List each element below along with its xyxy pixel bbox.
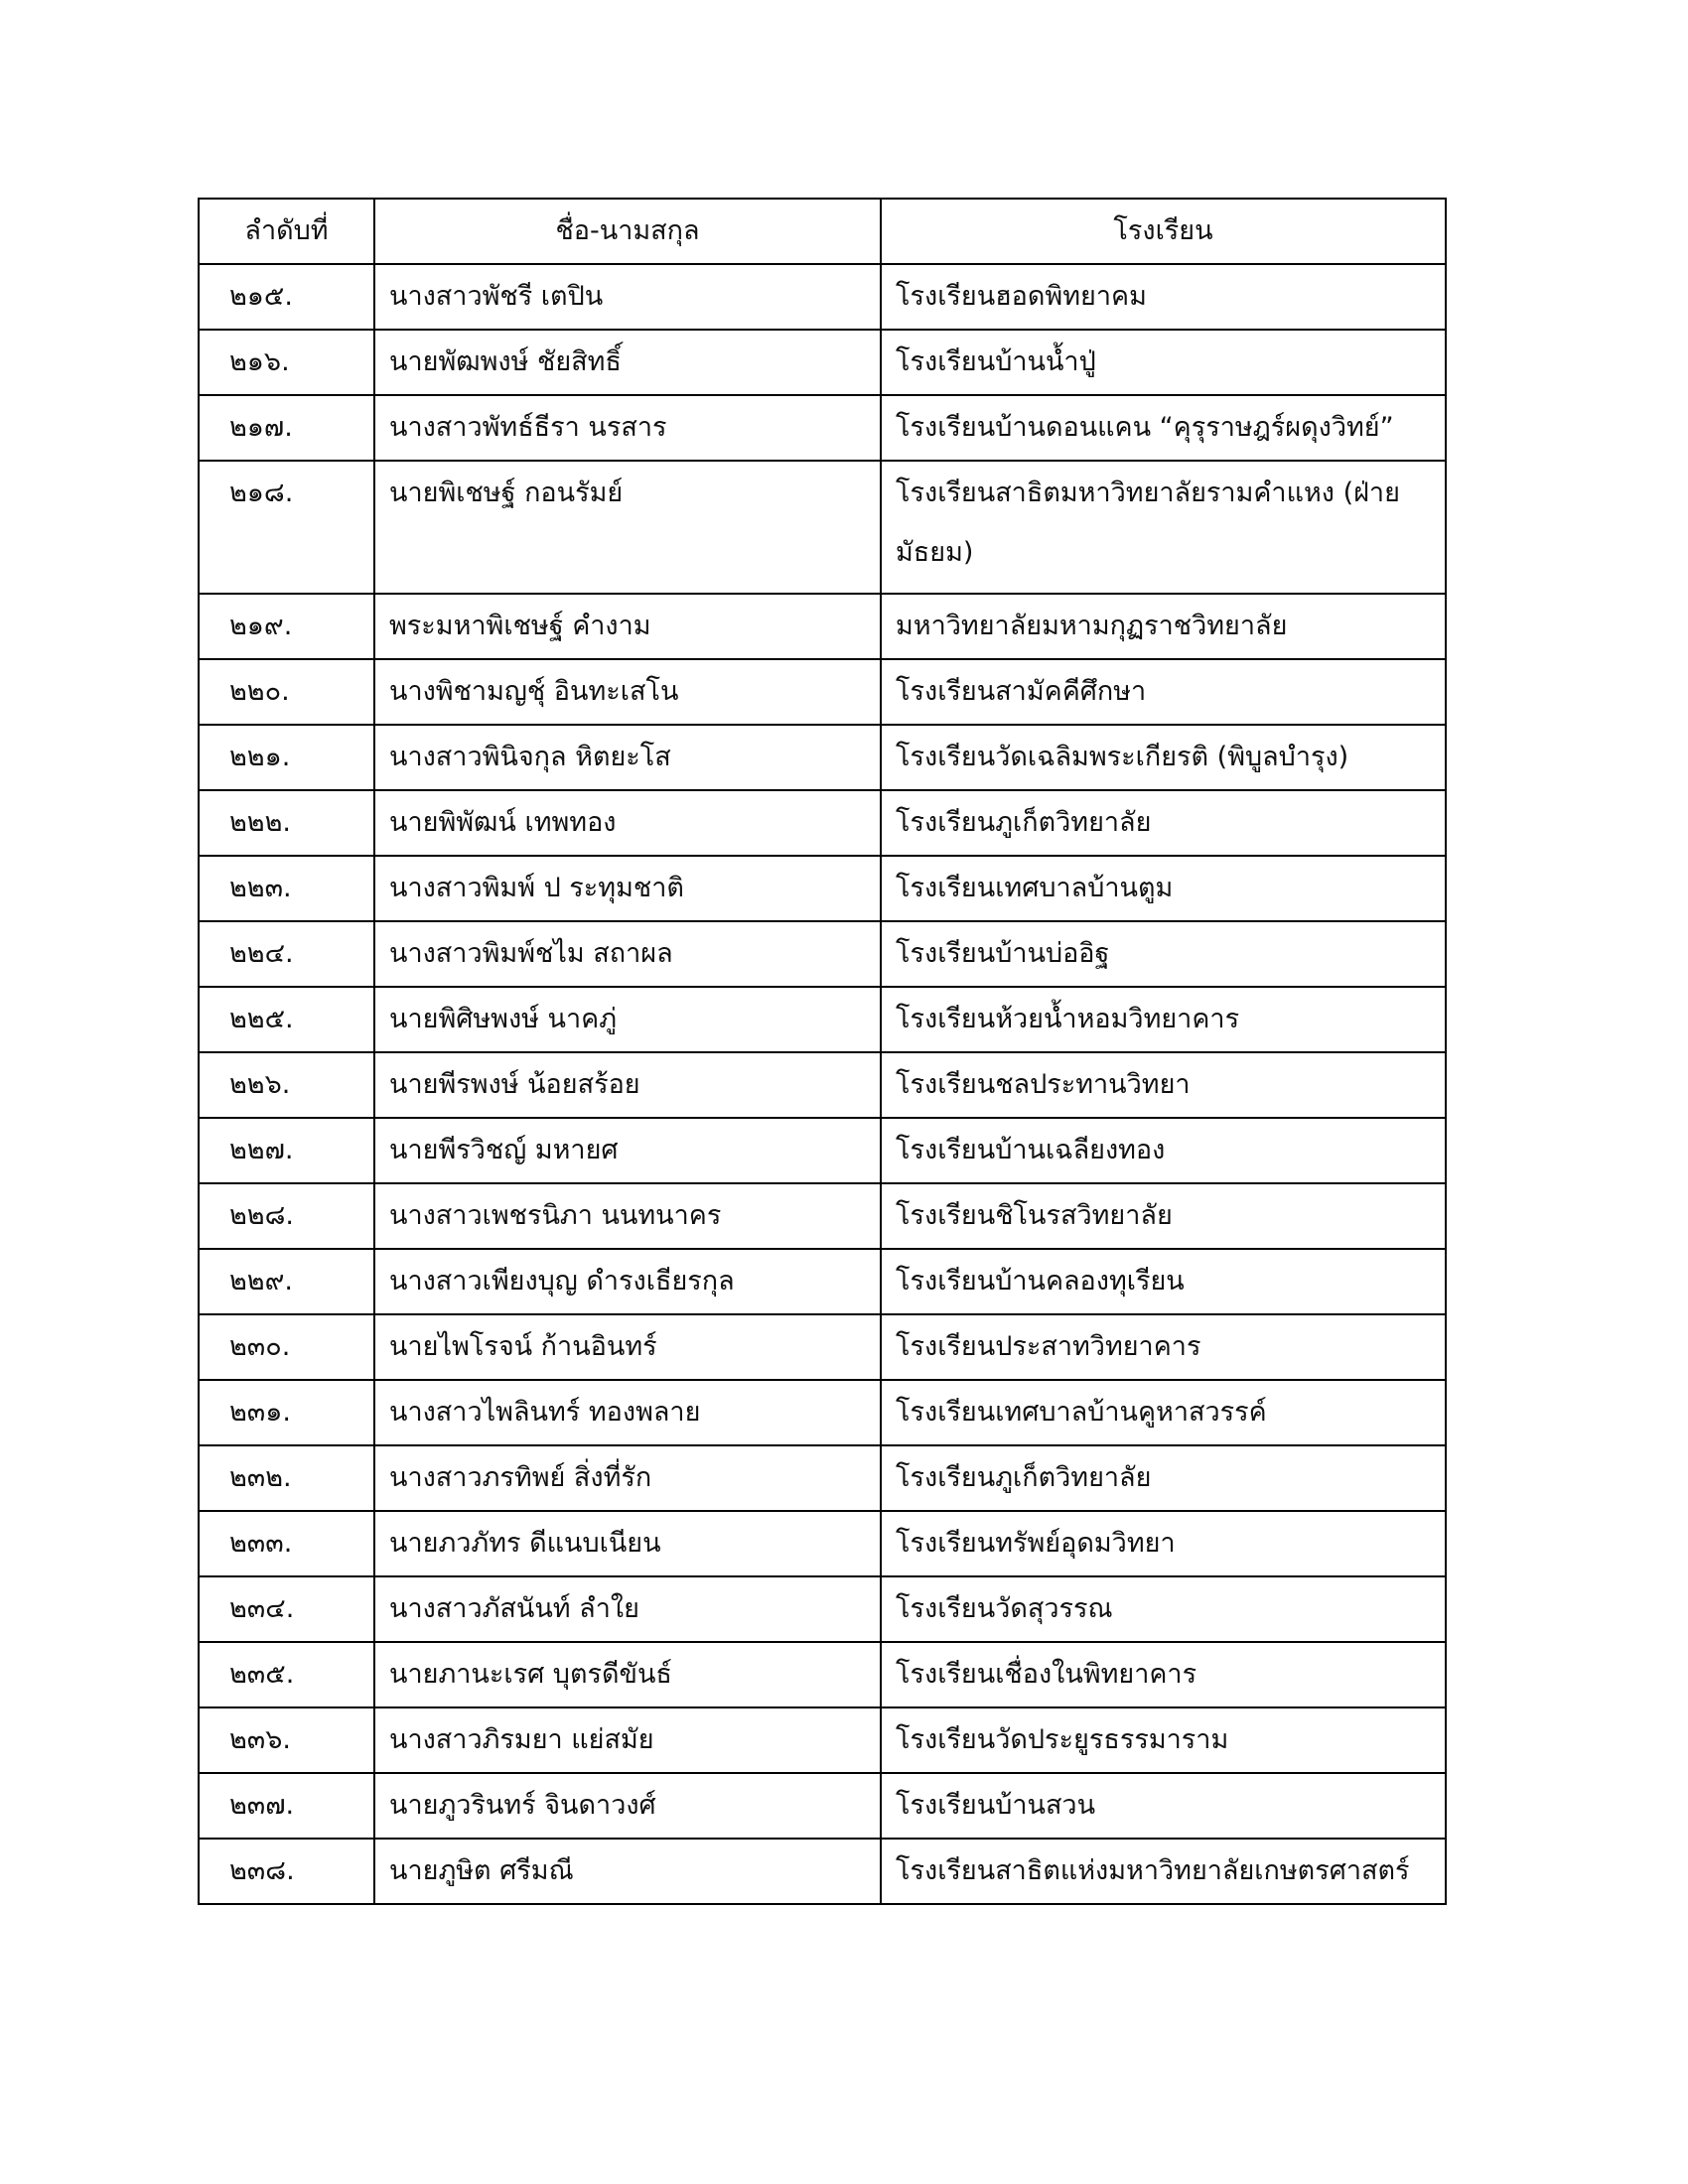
row-school: โรงเรียนภูเก็ตวิทยาลัย — [881, 1445, 1446, 1511]
row-number: ๒๓๘. — [199, 1839, 374, 1904]
table-row — [199, 1707, 1446, 1773]
row-name: นายพีรพงษ์ น้อยสร้อย — [374, 1052, 881, 1118]
row-number: ๒๒๖. — [199, 1052, 374, 1118]
row-number: ๒๓๗. — [199, 1773, 374, 1839]
row-name: นางสาวพัทธ์ธีรา นรสาร — [374, 395, 881, 461]
row-school: โรงเรียนบ้านน้ำปู่ — [881, 330, 1446, 395]
row-number: ๒๑๕. — [199, 264, 374, 330]
row-name: นางสาวเพียงบุญ ดำรงเธียรกุล — [374, 1249, 881, 1314]
table-row — [199, 1183, 1446, 1249]
table-row — [199, 659, 1446, 725]
row-name: นางสาวเพชรนิภา นนทนาคร — [374, 1183, 881, 1249]
table-row — [199, 1445, 1446, 1511]
row-school: โรงเรียนสาธิตมหาวิทยาลัยรามคำแหง (ฝ่ายมัธยม) — [881, 461, 1446, 594]
row-name: นางสาวพิมพ์ชไม สถาผล — [374, 921, 881, 987]
table-row — [199, 856, 1446, 921]
row-school: โรงเรียนชลประทานวิทยา — [881, 1052, 1446, 1118]
table-row — [199, 264, 1446, 330]
table-row — [199, 1052, 1446, 1118]
row-school: โรงเรียนฮอดพิทยาคม — [881, 264, 1446, 330]
table-row — [199, 921, 1446, 987]
row-name: นายภูษิต ศรีมณี — [374, 1839, 881, 1904]
row-school: โรงเรียนบ้านสวน — [881, 1773, 1446, 1839]
header-school: โรงเรียน — [881, 199, 1446, 264]
row-name: นางสาวพิมพ์ ป ระทุมชาติ — [374, 856, 881, 921]
table-row — [199, 330, 1446, 395]
row-number: ๒๒๓. — [199, 856, 374, 921]
row-school: โรงเรียนสามัคคีศึกษา — [881, 659, 1446, 725]
row-number: ๒๑๙. — [199, 594, 374, 659]
row-name: นายพิเชษฐ์ กอนรัมย์ — [374, 461, 881, 594]
row-name: นางสาวภัสนันท์ ลำใย — [374, 1576, 881, 1642]
table-row — [199, 1118, 1446, 1183]
row-name: นางสาวไพลินทร์ ทองพลาย — [374, 1380, 881, 1445]
row-number: ๒๒๗. — [199, 1118, 374, 1183]
row-school: มหาวิทยาลัยมหามกุฏราชวิทยาลัย — [881, 594, 1446, 659]
row-school: โรงเรียนบ้านคลองทุเรียน — [881, 1249, 1446, 1314]
row-name: นายพิศิษพงษ์ นาคภู่ — [374, 987, 881, 1052]
row-number: ๒๓๑. — [199, 1380, 374, 1445]
row-number: ๒๒๔. — [199, 921, 374, 987]
row-school: โรงเรียนบ้านดอนแคน “คุรุราษฎร์ผดุงวิทย์” — [881, 395, 1446, 461]
row-school: โรงเรียนเทศบาลบ้านคูหาสวรรค์ — [881, 1380, 1446, 1445]
header-number: ลำดับที่ — [199, 199, 374, 264]
row-school: โรงเรียนชิโนรสวิทยาลัย — [881, 1183, 1446, 1249]
table-row — [199, 1642, 1446, 1707]
row-school: โรงเรียนบ้านบ่ออิฐ — [881, 921, 1446, 987]
row-school: โรงเรียนเชื่องในพิทยาคาร — [881, 1642, 1446, 1707]
row-school: โรงเรียนทรัพย์อุดมวิทยา — [881, 1511, 1446, 1576]
row-name: นางสาวภิรมยา แย่สมัย — [374, 1707, 881, 1773]
row-name: นางสาวพัชรี เตปิน — [374, 264, 881, 330]
table-row — [199, 725, 1446, 790]
row-number: ๒๒๙. — [199, 1249, 374, 1314]
table-row — [199, 461, 1446, 594]
row-number: ๒๓๔. — [199, 1576, 374, 1642]
row-school: โรงเรียนเทศบาลบ้านตูม — [881, 856, 1446, 921]
table-row — [199, 1511, 1446, 1576]
row-number: ๒๒๕. — [199, 987, 374, 1052]
row-name: นางพิชามญชุ์ อินทะเสโน — [374, 659, 881, 725]
table-row — [199, 594, 1446, 659]
row-number: ๒๑๘. — [199, 461, 374, 594]
row-number: ๒๒๐. — [199, 659, 374, 725]
row-number: ๒๒๘. — [199, 1183, 374, 1249]
table-row — [199, 1249, 1446, 1314]
row-school: โรงเรียนภูเก็ตวิทยาลัย — [881, 790, 1446, 856]
row-number: ๒๓๕. — [199, 1642, 374, 1707]
row-name: นายไพโรจน์ ก้านอินทร์ — [374, 1314, 881, 1380]
table-row — [199, 1314, 1446, 1380]
row-name: พระมหาพิเชษฐ์ คำงาม — [374, 594, 881, 659]
row-school: โรงเรียนห้วยน้ำหอมวิทยาคาร — [881, 987, 1446, 1052]
row-name: นายภวภัทร ดีแนบเนียน — [374, 1511, 881, 1576]
row-number: ๒๒๒. — [199, 790, 374, 856]
row-name: นางสาวภรทิพย์ สิ่งที่รัก — [374, 1445, 881, 1511]
table-row — [199, 1839, 1446, 1904]
row-name: นายพัฒพงษ์ ชัยสิทธิ์ — [374, 330, 881, 395]
row-number: ๒๓๓. — [199, 1511, 374, 1576]
row-number: ๒๓๖. — [199, 1707, 374, 1773]
table-header-row — [199, 199, 1446, 264]
row-name: นายภานะเรศ บุตรดีขันธ์ — [374, 1642, 881, 1707]
header-name: ชื่อ-นามสกุล — [374, 199, 881, 264]
table-row — [199, 1576, 1446, 1642]
table-row — [199, 1773, 1446, 1839]
row-name: นายภูวรินทร์ จินดาวงศ์ — [374, 1773, 881, 1839]
table-row — [199, 790, 1446, 856]
row-name: นางสาวพินิจกุล หิตยะโส — [374, 725, 881, 790]
row-number: ๒๑๖. — [199, 330, 374, 395]
row-school: โรงเรียนวัดเฉลิมพระเกียรติ (พิบูลบำรุง) — [881, 725, 1446, 790]
table-row — [199, 395, 1446, 461]
table-row — [199, 1380, 1446, 1445]
row-number: ๒๓๐. — [199, 1314, 374, 1380]
row-number: ๒๓๒. — [199, 1445, 374, 1511]
row-number: ๒๒๑. — [199, 725, 374, 790]
row-number: ๒๑๗. — [199, 395, 374, 461]
row-school: โรงเรียนประสาทวิทยาคาร — [881, 1314, 1446, 1380]
row-name: นายพิพัฒน์ เทพทอง — [374, 790, 881, 856]
row-school: โรงเรียนสาธิตแห่งมหาวิทยาลัยเกษตรศาสตร์ — [881, 1839, 1446, 1904]
row-school: โรงเรียนบ้านเฉลียงทอง — [881, 1118, 1446, 1183]
row-school: โรงเรียนวัดประยูรธรรมาราม — [881, 1707, 1446, 1773]
row-name: นายพีรวิชญ์ มหายศ — [374, 1118, 881, 1183]
row-school: โรงเรียนวัดสุวรรณ — [881, 1576, 1446, 1642]
table-row — [199, 987, 1446, 1052]
roster-table — [198, 198, 1447, 1905]
